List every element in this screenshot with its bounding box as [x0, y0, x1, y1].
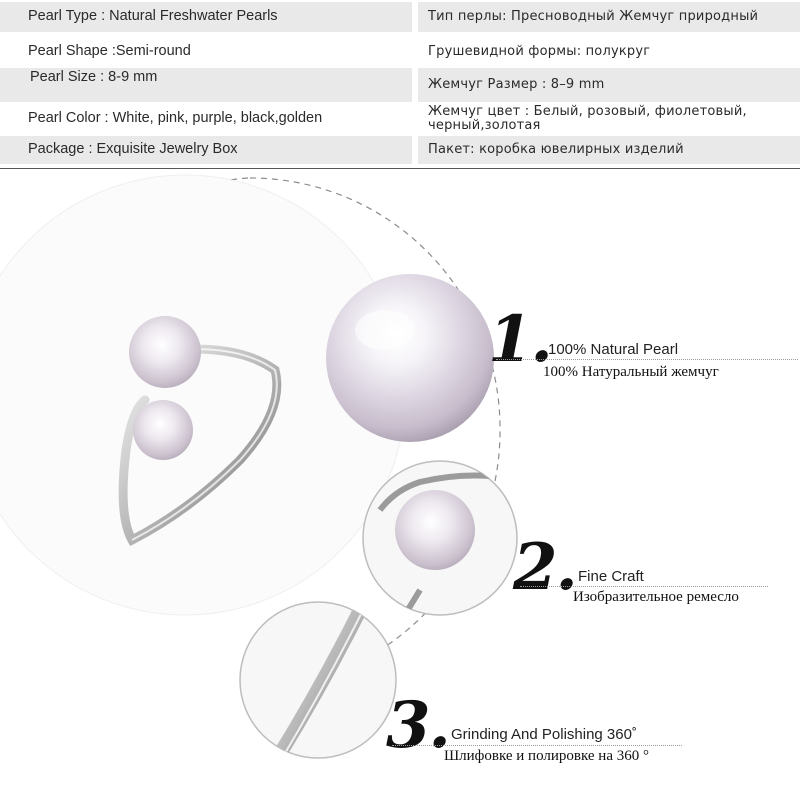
- spec-ru-cell: Жемчуг цвет : Белый, розовый, фиолетовый, черный,золотая: [428, 104, 747, 133]
- feature-divider-2: [520, 586, 768, 587]
- feature-title-ru-2: Изобразительное ремесло: [573, 589, 739, 605]
- feature-title-ru-3: Шлифовке и полировке на 360 °: [444, 748, 649, 764]
- spec-row-pearl-size: [0, 68, 800, 102]
- table-divider: [0, 168, 800, 169]
- spec-ru-cell: Грушевидной формы: полукруг: [428, 44, 651, 60]
- feature-title-en-2: Fine Craft: [578, 568, 644, 585]
- spec-row-pearl-shape: [0, 36, 800, 68]
- spec-table: [0, 0, 800, 168]
- feature-divider-3: [392, 745, 682, 746]
- feature-number-1: 1.: [488, 302, 551, 377]
- spec-ru-cell: Пакет: коробка ювелирных изделий: [418, 136, 800, 164]
- craft-detail-circle: [363, 461, 520, 630]
- spec-ru-cell: Жемчуг Размер : 8–9 mm: [418, 68, 800, 102]
- spec-en-cell: Package : Exquisite Jewelry Box: [0, 136, 412, 164]
- spec-en-cell: Pearl Color : White, pink, purple, black,golden: [28, 110, 323, 127]
- feature-divider-1: [496, 359, 798, 360]
- spec-row-pearl-color: [0, 102, 800, 136]
- product-showcase: [0, 170, 800, 800]
- spec-ru-cell: Тип перлы: Пресноводный Жемчуг природный: [418, 2, 800, 32]
- feature-title-en-3: Grinding And Polishing 360˚: [451, 726, 637, 743]
- spec-row-package: [0, 136, 800, 164]
- spec-en-cell: Pearl Shape :Semi-round: [28, 43, 191, 60]
- feature-number-3: 3.: [386, 688, 449, 763]
- feature-title-en-1: 100% Natural Pearl: [548, 341, 679, 358]
- large-pearl: [326, 274, 494, 442]
- polish-detail-circle: [240, 602, 396, 770]
- feature-number-2: 2.: [513, 530, 576, 605]
- spec-row-pearl-type: [0, 2, 800, 32]
- spec-en-cell: Pearl Size : 8-9 mm: [0, 68, 412, 102]
- spec-en-cell: Pearl Type : Natural Freshwater Pearls: [0, 2, 412, 32]
- feature-title-ru-1: 100% Натуральный жемчуг: [543, 364, 719, 380]
